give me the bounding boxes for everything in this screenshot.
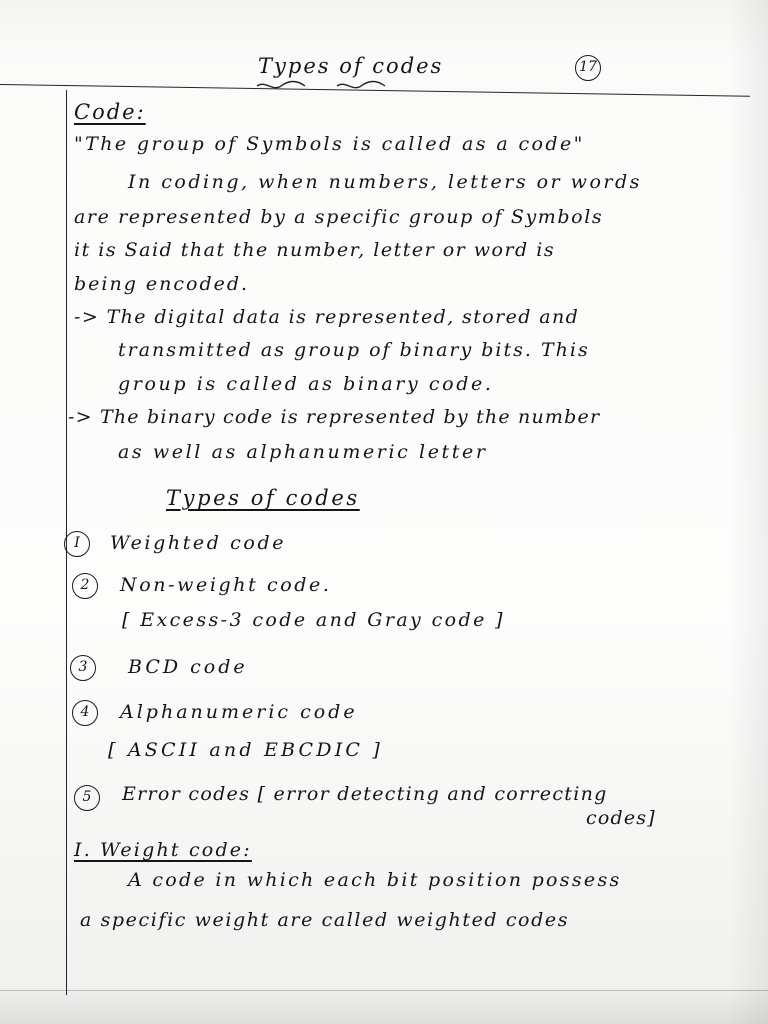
paragraph1-line2: are represented by a specific group of Symbols bbox=[74, 206, 604, 228]
weight-code-heading: I. Weight code: bbox=[74, 839, 252, 861]
paragraph2-line2: transmitted as group of binary bits. This bbox=[118, 339, 590, 361]
paragraph2-line1: -> The digital data is represented, stored and bbox=[74, 306, 580, 328]
title-squiggle-underline bbox=[255, 78, 395, 94]
paragraph3-line2: as well as alphanumeric letter bbox=[118, 441, 488, 463]
type-item-4: Alphanumeric code bbox=[120, 701, 358, 723]
paragraph1-line1: In coding, when numbers, letters or words bbox=[128, 171, 642, 193]
type-item-2: Non-weight code. bbox=[120, 574, 332, 596]
type-item-1: Weighted code bbox=[110, 532, 287, 554]
type-marker-5: 5 bbox=[74, 785, 100, 811]
type-marker-4: 4 bbox=[72, 700, 98, 726]
code-heading: Code: bbox=[74, 100, 146, 124]
weight-code-line1: A code in which each bit position possess bbox=[128, 869, 622, 891]
type-item-4-sub: [ ASCII and EBCDIC ] bbox=[108, 739, 383, 761]
type-marker-2: 2 bbox=[72, 573, 98, 599]
paragraph2-line3: group is called as binary code. bbox=[118, 373, 494, 395]
definition-quote: "The group of Symbols is called as a code" bbox=[74, 133, 585, 155]
type-item-2-sub: [ Excess-3 code and Gray code ] bbox=[122, 609, 505, 631]
type-item-3: BCD code bbox=[128, 656, 248, 678]
weight-code-line2: a specific weight are called weighted codes bbox=[80, 909, 570, 931]
page-shadow-right bbox=[728, 0, 768, 1024]
type-marker-3: 3 bbox=[70, 655, 96, 681]
bottom-rule-line bbox=[0, 990, 768, 991]
paragraph1-line4: being encoded. bbox=[74, 273, 250, 295]
type-marker-1: I bbox=[64, 531, 90, 557]
page-number-circle: 17 bbox=[575, 55, 601, 81]
paragraph3-line1: -> The binary code is represented by the number bbox=[68, 406, 601, 428]
type-item-5: Error codes [ error detecting and correcting bbox=[122, 783, 608, 805]
paragraph1-line3: it is Said that the number, letter or word is bbox=[74, 239, 556, 261]
types-heading: Types of codes bbox=[166, 486, 360, 510]
page-title: Types of codes bbox=[258, 54, 444, 78]
type-item-5-cont: codes] bbox=[586, 807, 656, 829]
